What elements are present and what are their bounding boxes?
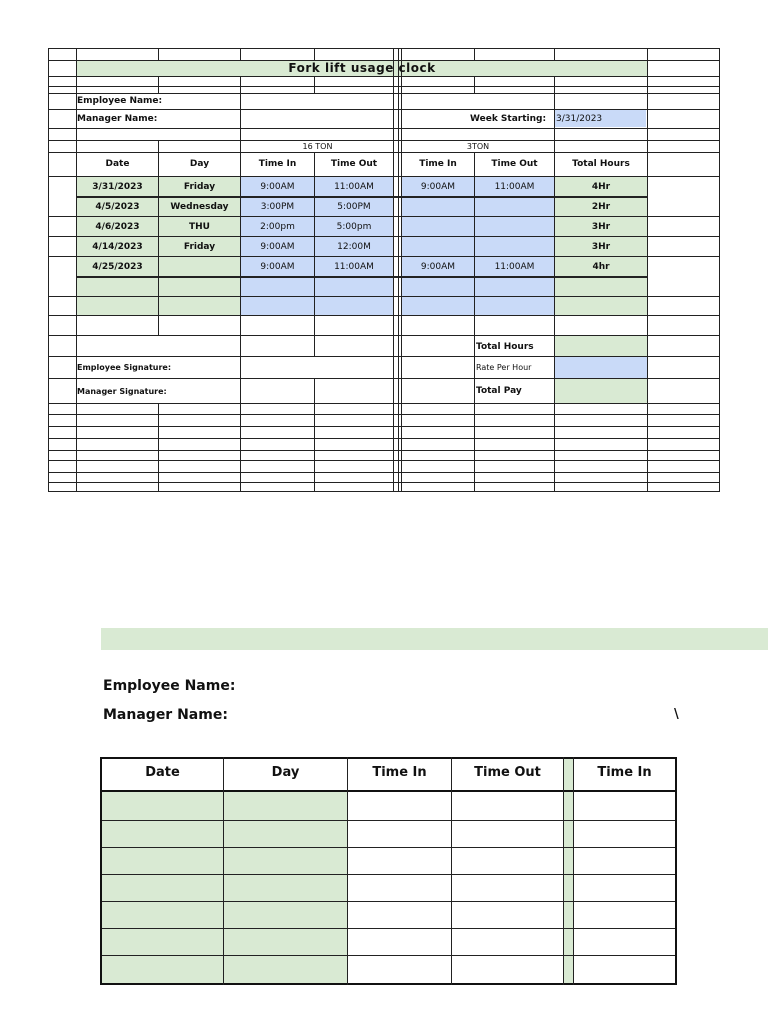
- row-time-in-3[interactable]: 9:00AM: [420, 182, 456, 192]
- row-time-out-16[interactable]: 11:00AM: [334, 182, 374, 192]
- total-hours-label: Total Hours: [476, 342, 534, 352]
- group-3ton-label: 3TON: [466, 142, 490, 151]
- row-total[interactable]: 4hr: [592, 262, 610, 272]
- row-time-out-3[interactable]: 11:00AM: [494, 182, 535, 192]
- header-time-in-16: Time In: [258, 159, 297, 169]
- zoom-header-day: Day: [271, 765, 300, 780]
- header-time-in-3: Time In: [419, 159, 457, 169]
- row-time-in-16[interactable]: 3:00PM: [260, 202, 295, 212]
- zoom-header-date: Date: [145, 765, 180, 780]
- sheet-title: Fork lift usage clock: [288, 61, 436, 75]
- rate-per-hour-label: Rate Per Hour: [476, 363, 532, 372]
- row-total[interactable]: 3Hr: [591, 222, 611, 232]
- row-time-out-16[interactable]: 11:00AM: [334, 262, 374, 272]
- group-16ton-label: 16 TON: [302, 142, 333, 151]
- row-time-out-16[interactable]: 5:00pm: [336, 222, 372, 232]
- row-total[interactable]: 3Hr: [591, 242, 611, 252]
- row-date[interactable]: 4/6/2023: [95, 222, 140, 232]
- row-time-in-16[interactable]: 2:00pm: [260, 222, 295, 232]
- row-day[interactable]: THU: [189, 222, 210, 232]
- row-date[interactable]: 4/25/2023: [92, 262, 143, 272]
- zoom-cut-text: \: [674, 707, 679, 722]
- header-time-out-3: Time Out: [491, 159, 538, 169]
- rate-per-hour-field[interactable]: [555, 357, 647, 378]
- zoom-header-time-in: Time In: [372, 765, 427, 780]
- row-time-out-16[interactable]: 5:00PM: [337, 202, 371, 212]
- header-date: Date: [105, 159, 130, 169]
- total-hours-sum-fill: [555, 336, 647, 356]
- zoom-table: [100, 757, 677, 985]
- row-date[interactable]: 4/5/2023: [95, 202, 140, 212]
- zoom-header-time-out: Time Out: [474, 765, 541, 780]
- row-date[interactable]: 3/31/2023: [92, 182, 143, 192]
- row-date[interactable]: 4/14/2023: [92, 242, 143, 252]
- header-total-hours: Total Hours: [572, 159, 630, 169]
- row-time-in-16[interactable]: 9:00AM: [260, 182, 295, 192]
- zoom-title-band: [101, 628, 768, 650]
- total-pay-fill: [555, 379, 647, 403]
- total-pay-label: Total Pay: [476, 386, 522, 396]
- zoom-manager-name-label: Manager Name:: [103, 707, 228, 723]
- header-day: Day: [189, 159, 210, 169]
- week-starting-value[interactable]: 3/31/2023: [556, 114, 603, 124]
- timesheet-table: [48, 48, 720, 492]
- row-total[interactable]: 2Hr: [591, 202, 611, 212]
- row-day[interactable]: Friday: [183, 242, 216, 252]
- row-time-in-3[interactable]: 9:00AM: [420, 262, 456, 272]
- zoom-employee-name-label: Employee Name:: [103, 678, 236, 694]
- row-time-out-16[interactable]: 12:00M: [337, 242, 371, 252]
- row-total[interactable]: 4Hr: [591, 182, 611, 192]
- employee-signature-label: Employee Signature:: [77, 363, 172, 372]
- manager-signature-label: Manager Signature:: [77, 387, 167, 396]
- manager-name-label: Manager Name:: [77, 114, 158, 124]
- row-time-in-16[interactable]: 9:00AM: [260, 242, 295, 252]
- week-starting-label: Week Starting:: [470, 114, 547, 124]
- zoom-header-time-in-2: Time In: [597, 765, 652, 780]
- employee-name-label: Employee Name:: [77, 96, 163, 106]
- row-day[interactable]: Wednesday: [170, 202, 229, 212]
- row-time-out-3[interactable]: 11:00AM: [494, 262, 535, 272]
- row-day[interactable]: Friday: [183, 182, 216, 192]
- header-time-out-16: Time Out: [330, 159, 378, 169]
- row-time-in-16[interactable]: 9:00AM: [260, 262, 295, 272]
